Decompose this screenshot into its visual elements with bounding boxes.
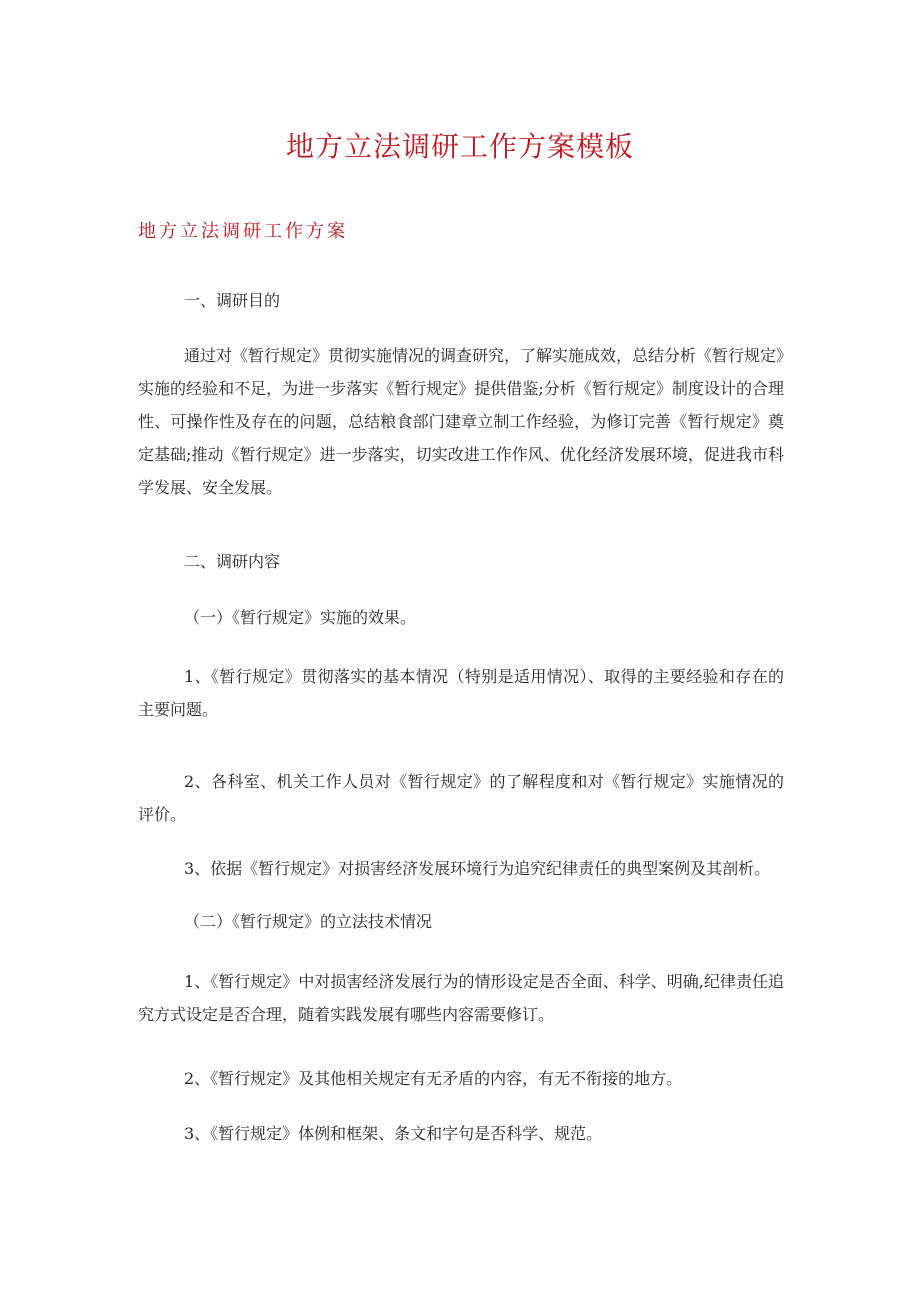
document-subtitle: 地方立法调研工作方案 — [138, 221, 348, 242]
subsection-heading-effect: （一）《暂行规定》实施的效果。 — [184, 608, 417, 627]
section-heading-purpose: 一、调研目的 — [184, 291, 281, 310]
subsection-heading-technique: （二）《暂行规定》的立法技术情况 — [184, 912, 433, 931]
list-item-effect-3: 3、依据《暂行规定》对损害经济发展环境行为追究纪律责任的典型案例及其剖析。 — [184, 859, 771, 878]
list-item-technique-2: 2、《暂行规定》及其他相关规定有无矛盾的内容，有无不衔接的地方。 — [184, 1069, 683, 1088]
document-title: 地方立法调研工作方案模板 — [285, 130, 634, 163]
section-heading-content: 二、调研内容 — [184, 552, 281, 571]
paragraph-purpose: 通过对《暂行规定》贯彻实施情况的调查研究，了解实施成效，总结分析《暂行规定》实施的经验和不足，为进一步落实《暂行规定》提供借鉴;分析《暂行规定》制度设计的合理性、可操作性及存在的问题，总结粮食部门建章立制工作经验，为修订完善《暂行规定》奠定基础;推动《暂行规定》进一步落实，切实改进工作作风、优化经济发展环境，促进我市科学发展、安全发展。 — [138, 346, 785, 497]
list-item-effect-1: 1、《暂行规定》贯彻落实的基本情况（特别是适用情况）、取得的主要经验和存在的主要问题。 — [138, 667, 784, 719]
list-item-technique-3: 3、《暂行规定》体例和框架、条文和字句是否科学、规范。 — [184, 1124, 603, 1143]
list-item-technique-1: 1、《暂行规定》中对损害经济发展行为的情形设定是否全面、科学、明确,纪律责任追究方式设定是否合理，随着实践发展有哪些内容需要修订。 — [138, 972, 784, 1024]
list-item-effect-2: 2、各科室、机关工作人员对《暂行规定》的了解程度和对《暂行规定》实施情况的评价。 — [138, 772, 784, 824]
